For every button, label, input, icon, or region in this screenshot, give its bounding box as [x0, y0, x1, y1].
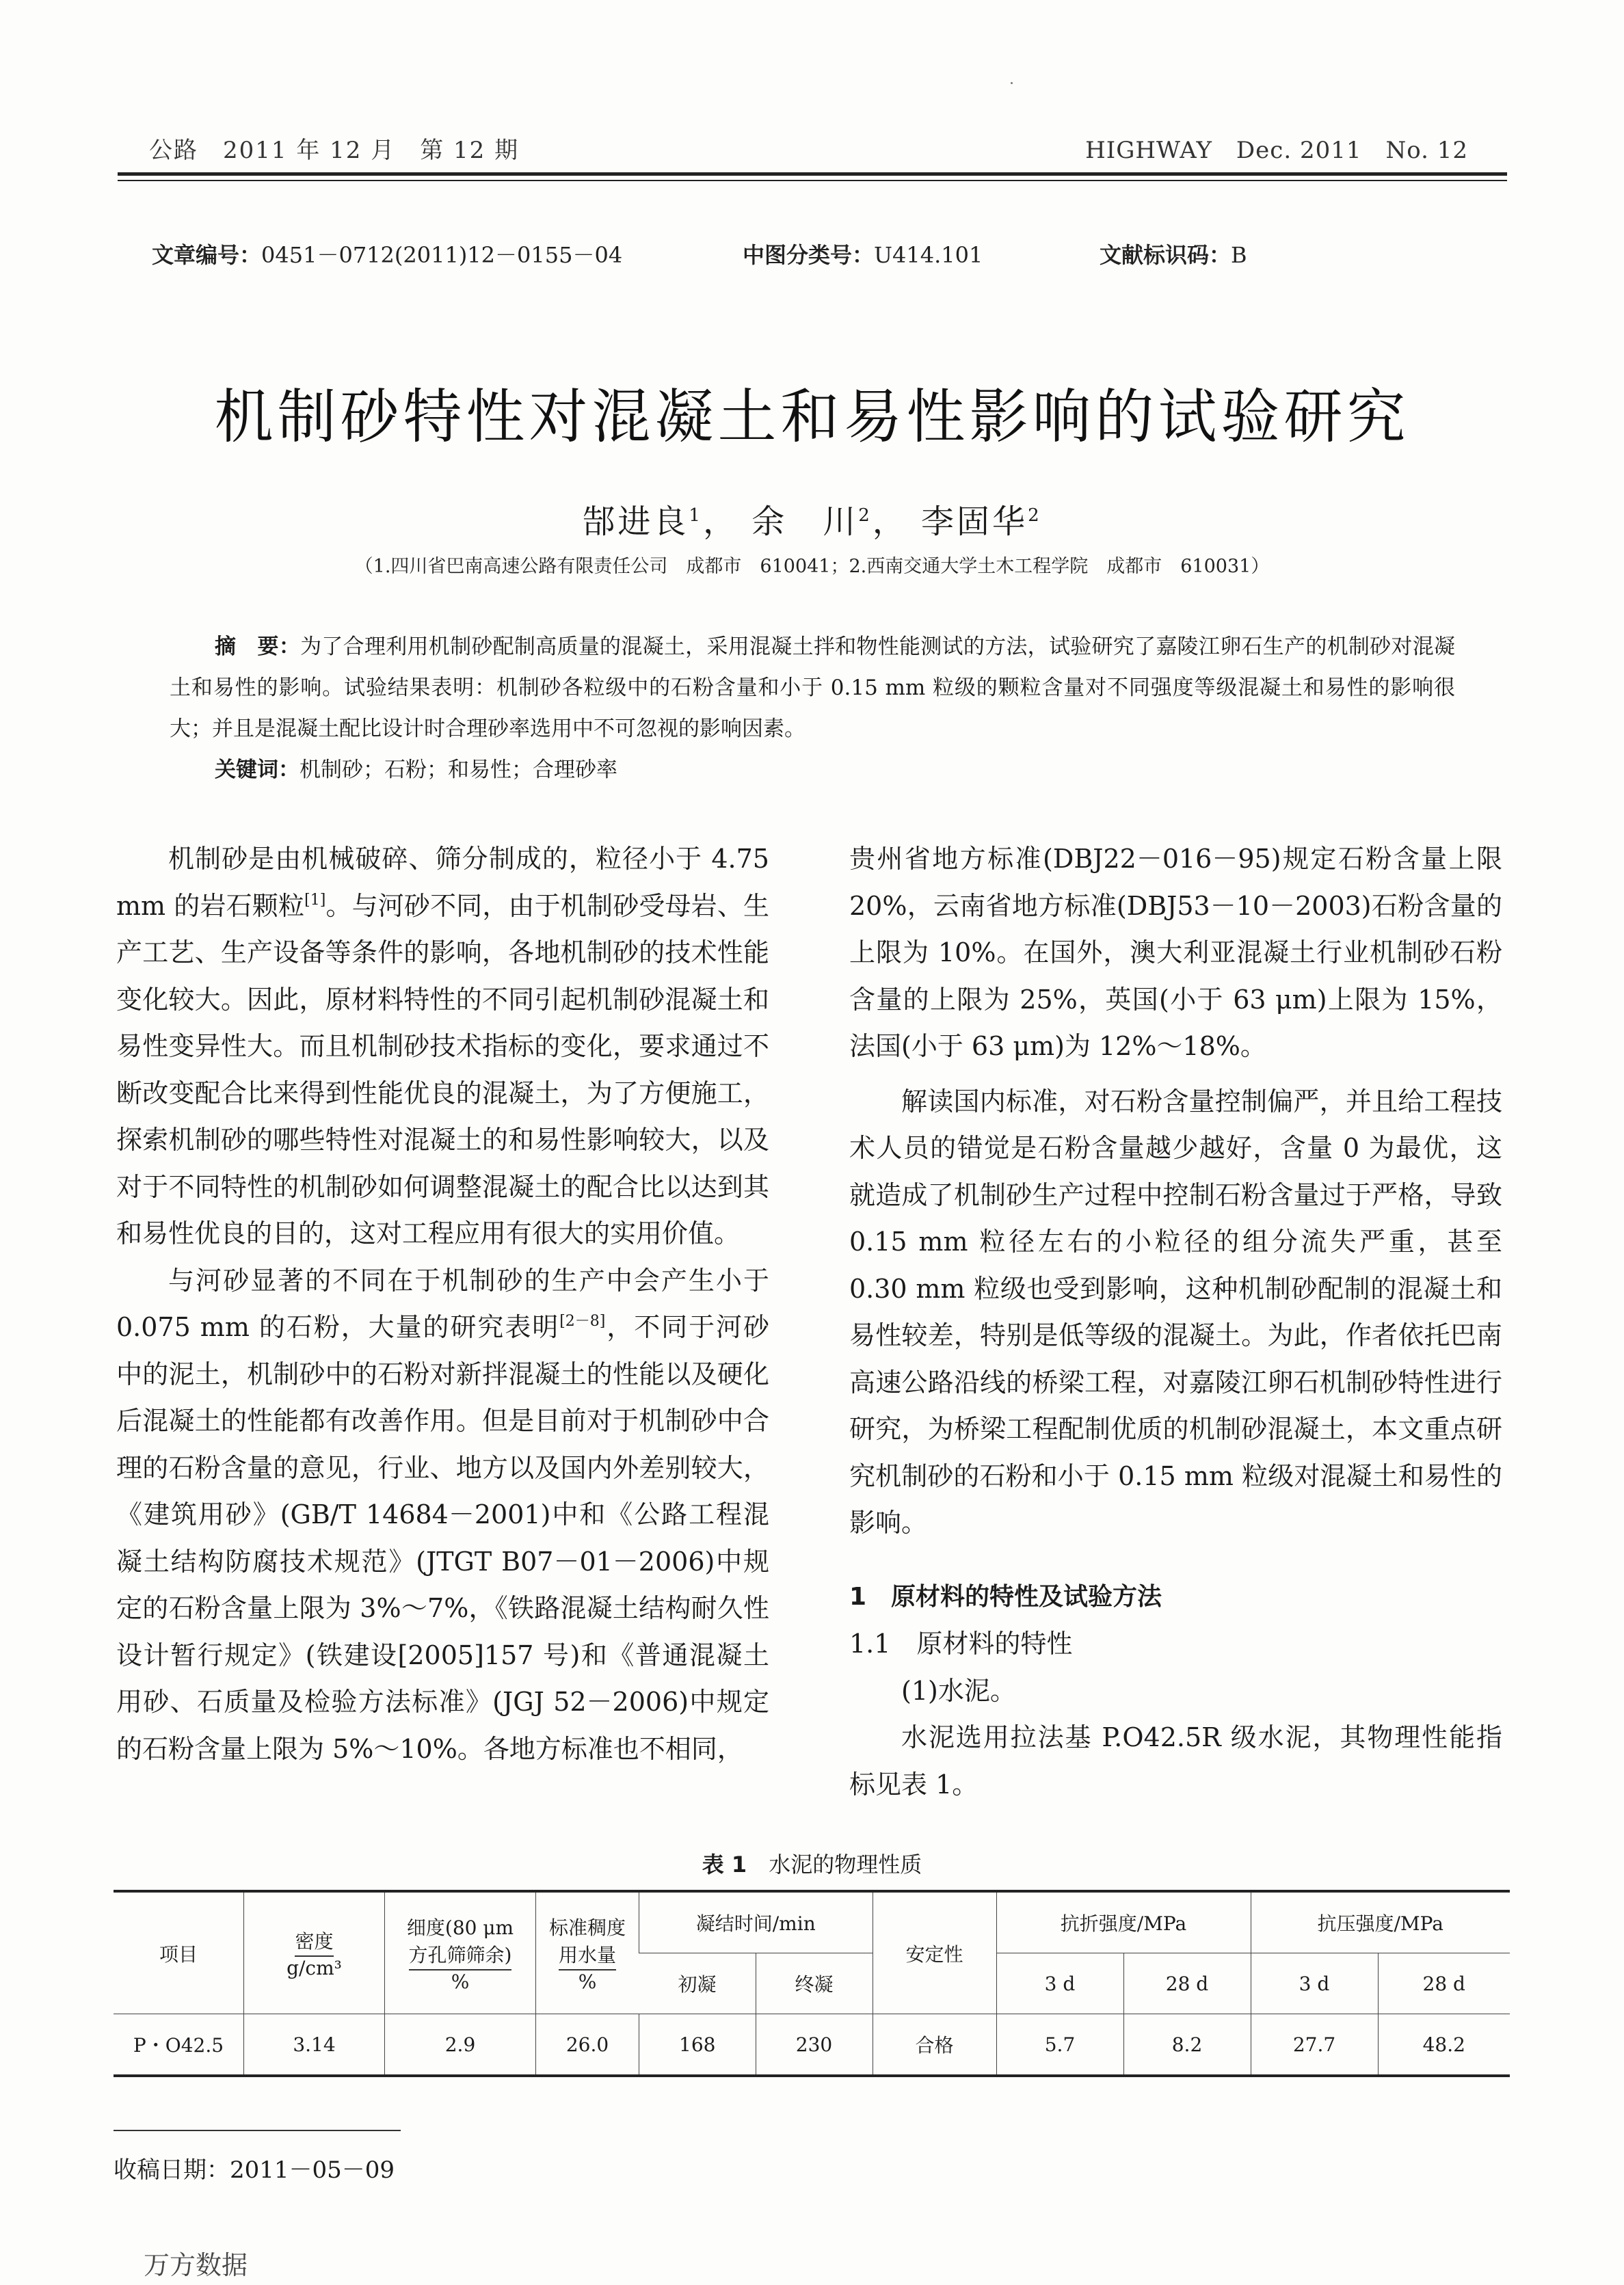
article-number: 文章编号：0451－0712(2011)12－0155－04 [152, 242, 623, 268]
table-row [114, 2014, 1510, 2076]
section-heading: 1 原材料的特性及试验方法 [849, 1582, 1162, 1611]
running-header-right: HIGHWAY Dec. 2011 No. 12 [1085, 137, 1468, 164]
paragraph: 水泥选用拉法基 P.O42.5R 级水泥，其物理性能指标见表 1。 [849, 1722, 1502, 1800]
cell: 5.7 [996, 2014, 1123, 2076]
footnote-rule [114, 2130, 401, 2131]
th-flex-3d: 3 d [996, 1953, 1123, 2014]
cement-properties-table [114, 1890, 1510, 2077]
paper-title: 机制砂特性对混凝土和易性影响的试验研究 [214, 383, 1410, 451]
th-soundness: 安定性 [873, 1891, 996, 2014]
th-compressive: 抗压强度/MPa [1251, 1891, 1510, 1953]
cell: 合格 [873, 2014, 996, 2076]
cell: 3.14 [244, 2014, 385, 2076]
running-header-left: 公路 2011 年 12 月 第 12 期 [149, 137, 520, 164]
citation: [1] [304, 891, 326, 909]
keywords [215, 752, 617, 783]
th-flex-28d: 28 d [1123, 1953, 1251, 2014]
list-item: (1)水泥。 [901, 1675, 1016, 1706]
keywords-text: 机制砂；石粉；和易性；合理砂率 [299, 758, 617, 782]
cell: 168 [639, 2014, 756, 2076]
abstract [170, 626, 1455, 749]
th-final: 终凝 [756, 1953, 873, 2014]
paragraph: 机制砂是由机械破碎、筛分制成的，粒径小于 4.75 mm 的岩石颗粒[1]。与河砂不同，由于机制砂受母岩、生产工艺、生产设备等条件的影响，各地机制砂的技术性能变化较大。因此，原材料特性的不同引起机制砂混凝土和易性变异性大。而且机制砂技术指标的变化，要求通过不断改变配合比来得到性能优良的混凝土，为了方便施工，探索机制砂的哪些特性对混凝土的和易性影响较大，以及对于不同特性的机制砂如何调整混凝土的配合比以达到其和易性优良的目的，这对工程应用有很大的实用价值。 [116, 844, 769, 1248]
header-rule [118, 172, 1507, 176]
paragraph: 与河砂显著的不同在于机制砂的生产中会产生小于 0.075 mm 的石粉，大量的研究表明[2－8]，不同于河砂中的泥土，机制砂中的石粉对新拌混凝土的性能以及硬化后混凝土的性能都有改善作用。但是目前对于机制砂中合理的石粉含量的意见，行业、地方以及国内外差别较大，《建筑用砂》(GB/T 14684－2001)中和《公路工程混凝土结构防腐技术规范》(JTGT B07－01－2006)中规定的石粉含量上限为 3%～7%，《铁路混凝土结构耐久性设计暂行规定》(铁建设[2005]157 号)和《普通混凝土用砂、石质量及检验方法标准》(JGJ 52－2006)中规定的石粉含量上限为 5%～10%。各地方标准也不相同， [116, 1265, 769, 1764]
cell: 8.2 [1123, 2014, 1251, 2076]
th-item: 项目 [114, 1891, 244, 2014]
th-fineness: 细度(80 μm 方孔筛筛余) % [385, 1891, 536, 2014]
th-water: 标准稠度 用水量 % [536, 1891, 639, 2014]
cell: 26.0 [536, 2014, 639, 2076]
cell: 2.9 [385, 2014, 536, 2076]
body-column-right [849, 836, 1502, 1808]
watermark: 万方数据 [144, 2250, 248, 2280]
body-column-left [116, 836, 769, 1772]
abstract-text: 为了合理利用机制砂配制高质量的混凝土，采用混凝土拌和物性能测试的方法，试验研究了嘉陵江卵石生产的机制砂对混凝土和易性的影响。试验结果表明：机制砂各粒级中的石粉含量和小于 0.15 mm 粒级的颗粒含量对不同强度等级混凝土和易性的影响很大；并且是混凝土配比设计时合理砂率选用中不可忽视的影响因素。 [170, 634, 1455, 741]
cell: 230 [756, 2014, 873, 2076]
cell: 27.7 [1251, 2014, 1378, 2076]
author-list: 郜进良$^1$， 余 川$^2$， 李固华$^2$ [582, 503, 1042, 541]
th-initial: 初凝 [639, 1953, 756, 2014]
author-name: 郜进良 [582, 503, 689, 541]
table-header-row [114, 1891, 1510, 1953]
scan-speck [1011, 82, 1013, 84]
cell: 48.2 [1378, 2014, 1510, 2076]
subsection-heading: 1.1 原材料的特性 [849, 1629, 1073, 1659]
abstract-label: 摘 要： [215, 634, 301, 659]
author-name: 余 川 [751, 503, 859, 541]
th-comp-28d: 28 d [1378, 1953, 1510, 2014]
header-rule-thin [118, 180, 1507, 181]
affiliation: （1.四川省巴南高速公路有限责任公司 成都市 610041；2.西南交通大学土木工程学院 成都市 610031） [354, 556, 1270, 577]
th-comp-3d: 3 d [1251, 1953, 1378, 2014]
keywords-label: 关键词： [215, 758, 299, 782]
document-code: 文献标识码：B [1100, 242, 1247, 268]
citation: [2－8] [559, 1313, 606, 1330]
clc-number: 中图分类号：U414.101 [743, 242, 983, 268]
th-setting-time: 凝结时间/min [639, 1891, 873, 1953]
received-date: 收稿日期：2011－05－09 [114, 2156, 395, 2184]
paragraph: 贵州省地方标准(DBJ22－016－95)规定石粉含量上限 20%，云南省地方标准(DBJ53－10－2003)石粉含量的上限为 10%。在国外，澳大利亚混凝土行业机制砂石粉含量的上限为 25%，英国(小于 63 μm)上限为 15%，法国(小于 63 μm)为 12%～18%。 [849, 844, 1502, 1061]
th-density: 密度 g/cm³ [244, 1891, 385, 2014]
cell: P・O42.5 [114, 2014, 244, 2076]
table-caption: 表 1 水泥的物理性质 [702, 1852, 922, 1878]
th-flexural: 抗折强度/MPa [996, 1891, 1251, 1953]
paragraph: 解读国内标准，对石粉含量控制偏严，并且给工程技术人员的错觉是石粉含量越少越好，含量 0 为最优，这就造成了机制砂生产过程中控制石粉含量过于严格，导致 0.15 mm 粒径左右的小粒径的组分流失严重，甚至 0.30 mm 粒级也受到影响，这种机制砂配制的混凝土和易性较差，特别是低等级的混凝土。为此，作者依托巴南高速公路沿线的桥梁工程，对嘉陵江卵石机制砂特性进行研究，为桥梁工程配制优质的机制砂混凝土，本文重点研究机制砂的石粉和小于 0.15 mm 粒级对混凝土和易性的影响。 [849, 1086, 1502, 1538]
author-name: 李固华 [921, 503, 1028, 541]
